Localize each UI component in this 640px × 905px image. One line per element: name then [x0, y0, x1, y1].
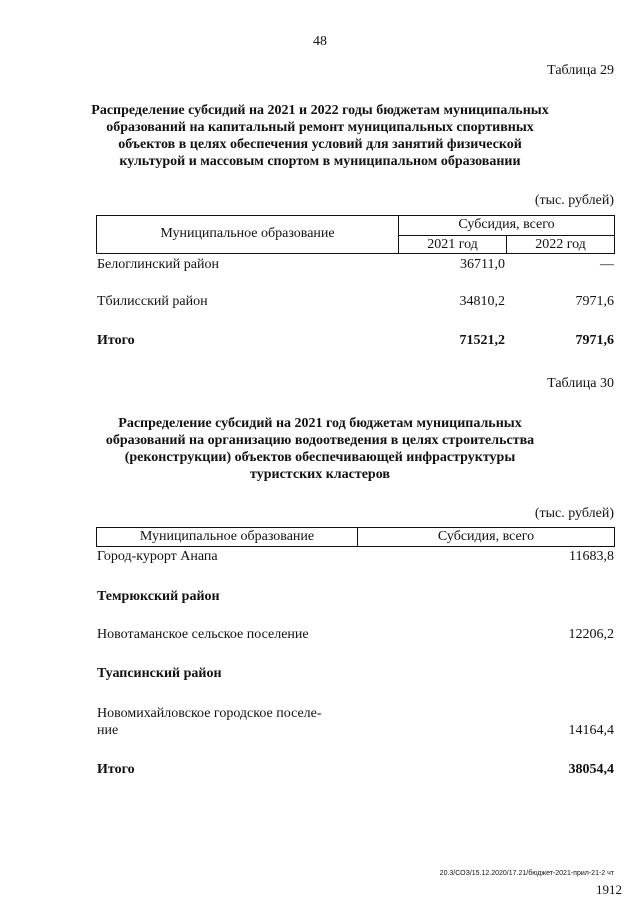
table29-title-line: образований на капитальный ремонт муниципальных спортивных — [106, 120, 534, 135]
table29-row-name: Тбилисский район — [97, 294, 208, 309]
table30-row-name: Новотаманское сельское поселение — [97, 627, 309, 642]
table30-row-value: 12206,2 — [568, 627, 614, 642]
table29-row-2021: 36711,0 — [460, 257, 505, 272]
table30-total-value: 38054,4 — [568, 762, 614, 777]
table30-header-right-border — [614, 527, 615, 547]
table30-title-line: (реконструкции) объектов обеспечивающей инфраструктуры — [124, 450, 516, 465]
table29-row-2021: 34810,2 — [459, 294, 505, 309]
footer-sheet-number: 1912 — [596, 882, 622, 897]
table30-district-heading: Туапсинский район — [97, 666, 222, 681]
table29-header-year-2021: 2021 год — [427, 237, 478, 252]
table29-title-line: культурой и массовым спортом в муниципальном образовании — [119, 154, 521, 169]
table29-label: Таблица 29 — [547, 63, 614, 78]
table29-title — [90, 102, 550, 170]
table29-header-year-2022: 2022 год — [535, 237, 586, 252]
table30-district-heading: Темрюкский район — [97, 589, 220, 604]
footer-document-code: 20.3/СОЗ/15.12.2020/17.21/бюджет-2021-прил-21-2 чт — [439, 870, 614, 877]
table29-row-2022: — — [600, 257, 614, 272]
table30-header-bottom-border — [96, 546, 615, 547]
table30-row-value: 14164,4 — [568, 723, 614, 738]
table29-total-2021: 71521,2 — [459, 333, 505, 348]
table29-total-label: Итого — [97, 333, 135, 348]
table29-row-2022: 7971,6 — [575, 294, 614, 309]
table30-title-line: туристских кластеров — [250, 467, 390, 482]
table30-title — [90, 415, 550, 483]
table29-header-top-border — [96, 215, 615, 216]
table30-units: (тыс. рублей) — [534, 506, 614, 521]
table30-header-top-border — [96, 527, 615, 528]
table30-label: Таблица 30 — [547, 376, 614, 391]
table29-title-line: Распределение субсидий на 2021 и 2022 годы бюджетам муниципальных — [91, 103, 549, 118]
table29-header-bottom-border — [96, 253, 615, 254]
table29-header-subsidy-total: Субсидия, всего — [458, 217, 555, 232]
table30-row-name-line1: Новомихайловское городское поселе- — [97, 706, 322, 721]
table30-row-name: Город-курорт Анапа — [97, 549, 218, 564]
table30-title-line: образований на организацию водоотведения в целях строительства — [105, 433, 535, 448]
table29-header-municipality: Муниципальное образование — [160, 226, 335, 241]
table29-row-name: Белоглинский район — [97, 257, 219, 272]
table29-total-2022: 7971,6 — [575, 333, 614, 348]
table29-units: (тыс. рублей) — [534, 193, 614, 208]
page-number: 48 — [313, 34, 327, 49]
table30-total-label: Итого — [97, 762, 135, 777]
table30-row-value: 11683,8 — [569, 549, 614, 564]
table30-row-name-line2: ние — [97, 723, 119, 738]
table30-header-municipality: Муниципальное образование — [139, 529, 315, 544]
table30-header-subsidy-total: Субсидия, всего — [437, 529, 535, 544]
table29-title-line: объектов в целях обеспечения условий для занятий физической — [118, 137, 522, 152]
table30-title-line: Распределение субсидий на 2021 год бюджетам муниципальных — [118, 416, 522, 431]
